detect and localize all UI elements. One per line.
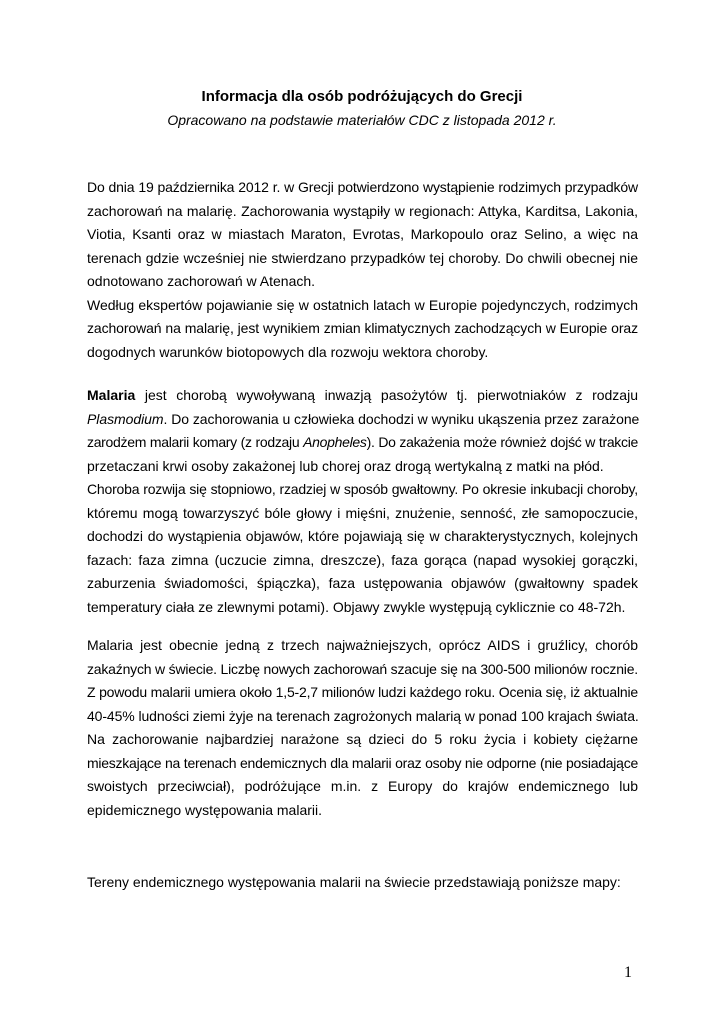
text-line: Według ekspertów pojawianie się w ostatnich latach w Europie pojedynczych, rodzimych — [87, 296, 638, 313]
text-line: temperatury ciała ze zlewnymi potami). Objawy zwykle występują cyklicznie co 48-72h. — [87, 598, 626, 615]
text-line: zachorowań na malarię, jest wynikiem zmian klimatycznych zachodzących w Europie oraz — [87, 320, 638, 336]
text-line: Malaria jest obecnie jedną z trzech najważniejszych, oprócz AIDS i gruźlicy, chorób — [87, 637, 638, 653]
text-line: Do dnia 19 października 2012 r. w Grecji potwierdzono wystąpienie rodzimych przypadków — [87, 179, 638, 195]
paragraph-malaria-statistics — [87, 634, 638, 822]
plasmodium-term: Plasmodium — [87, 410, 164, 427]
malaria-term: Malaria — [87, 387, 136, 403]
text-line: fazach: faza zimna (uczucie zimna, dreszcze), faza gorąca (napad wysokiej gorączki, — [87, 551, 638, 568]
paragraph-maps-intro — [87, 871, 638, 895]
text-line: Na zachorowanie najbardziej narażone są dzieci do 5 roku życia i kobiety ciężarne — [87, 731, 638, 747]
paragraph-malaria-definition — [87, 384, 638, 619]
anopheles-term: Anopheles — [303, 434, 367, 450]
paragraph-outbreak-greece — [87, 176, 638, 364]
text-line: Malaria jest chorobą wywoływaną inwazją pasożytów tj. pierwotniaków z rodzaju — [87, 387, 638, 403]
text-line: Choroba rozwija się stopniowo, rzadziej w sposób gwałtowny. Po okresie inkubacji choroby, — [87, 481, 638, 497]
text-line: zarodżem malarii komary (z rodzaju Anopheles). Do zakażenia może również dojść w trakcie — [87, 434, 638, 450]
text-line: terenach gdzie wcześniej nie stwierdzano przypadków tej choroby. Do chwili obecnej nie — [87, 249, 638, 266]
text-line: Plasmodium. Do zachorowania u człowieka dochodzi w wyniku ukąszenia przez zarażone — [87, 410, 640, 427]
text-line: swoistych przeciwciał), podróżujące m.in. z Europy do krajów endemicznego lub — [87, 778, 638, 794]
text-line: dogodnych warunków biotopowych dla rozwoju wektora choroby. — [87, 343, 489, 360]
document-subtitle: Opracowano na podstawie materiałów CDC z listopada 2012 r. — [167, 112, 557, 128]
text-line: przetaczani krwi osoby zakażonej lub chorej oraz drogą wertykalną z matki na płód. — [87, 457, 604, 474]
text-line: epidemicznego występowania malarii. — [87, 801, 323, 818]
text-line: dochodzi do wystąpienia objawów, które pojawiają się w charakterystycznych, kolejnych — [87, 528, 638, 544]
text-line: Tereny endemicznego występowania malarii na świecie przedstawiają poniższe mapy: — [87, 874, 621, 890]
text-line: zaburzenia świadomości, śpiączka), faza ustępowania objawów (gwałtowny spadek — [87, 575, 638, 591]
text-line: mieszkające na terenach endemicznych dla malarii oraz osoby nie odporne (nie posiadające — [87, 754, 638, 771]
document-title: Informacja dla osób podróżujących do Grecji — [201, 88, 523, 105]
page-number: 1 — [624, 964, 632, 981]
text-line: Viotia, Ksanti oraz w miastach Maraton, Evrotas, Markopoulo oraz Selino, a więc na — [87, 226, 638, 242]
text-line: zakaźnych w świecie. Liczbę nowych zachorowań szacuje się na 300-500 milionów rocznie. — [87, 660, 638, 677]
text-line: 40-45% ludności ziemi żyje na terenach zagrożonych malarią w ponad 100 krajach świata. — [87, 707, 639, 724]
text-line: zachorowań na malarię. Zachorowania wystąpiły w regionach: Attyka, Karditsa, Lakonia, — [87, 202, 638, 219]
text-line: Z powodu malarii umiera około 1,5-2,7 milionów ludzi każdego roku. Ocenia się, iż aktualnie — [87, 684, 638, 700]
text-line: któremu mogą towarzyszyć bóle głowy i mięśni, znużenie, senność, złe samopoczucie, — [87, 504, 638, 521]
text-line: odnotowano zachorowań w Atenach. — [87, 273, 316, 289]
